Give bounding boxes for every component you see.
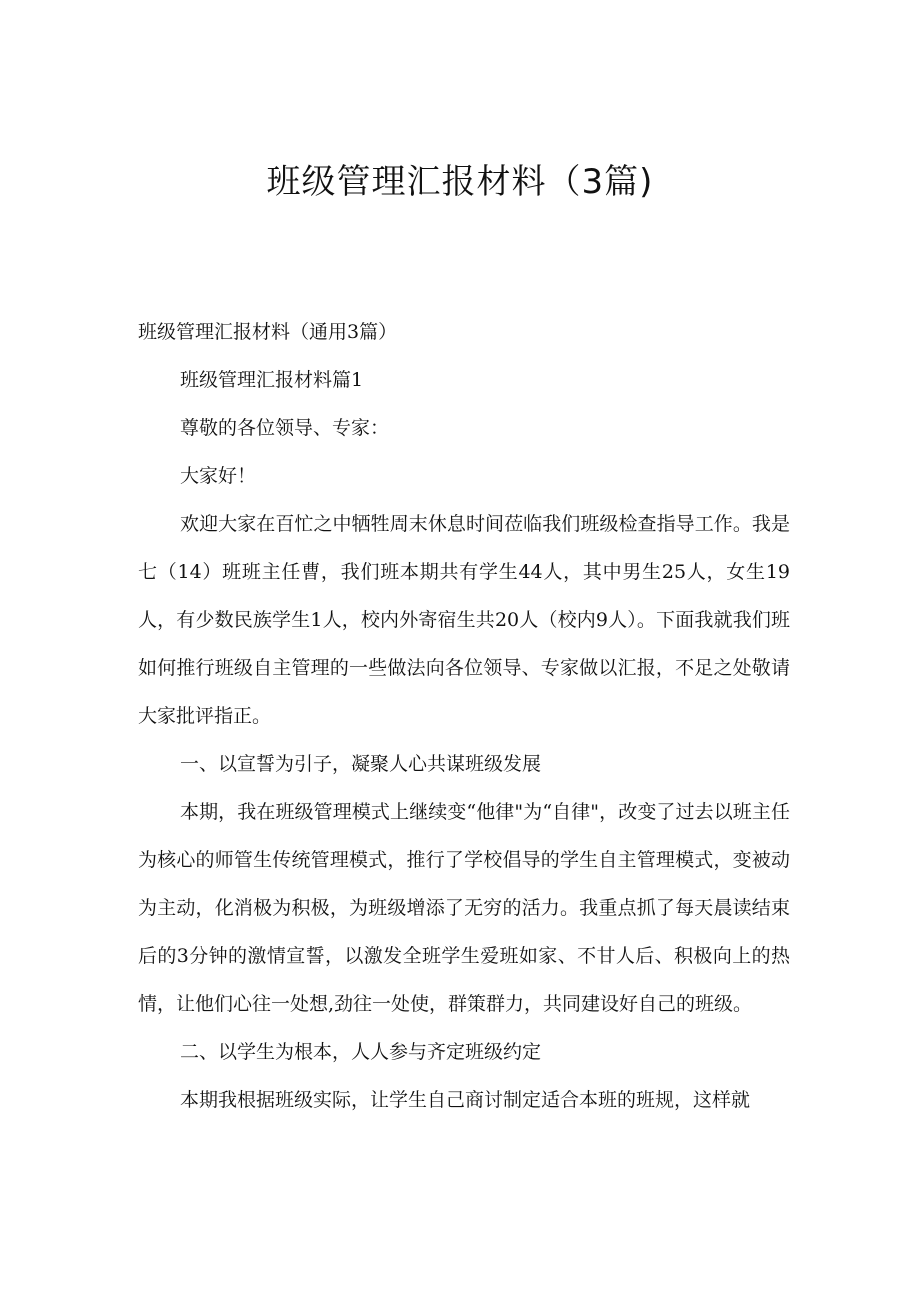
document-body bbox=[138, 308, 790, 1124]
heading-two: 二、以学生为根本，人人参与齐定班级约定 bbox=[180, 1041, 542, 1063]
paragraph-two: 本期我根据班级实际，让学生自己商讨制定适合本班的班规，这样就 bbox=[180, 1089, 751, 1111]
salutation: 尊敬的各位领导、专家： bbox=[180, 417, 390, 439]
document-title: 班级管理汇报材料（3篇) bbox=[266, 162, 654, 202]
paragraph-one: 本期，我在班级管理模式上继续变“他律"为“自律"，改变了过去以班主任为核心的师管生传统管理模式，推行了学校倡导的学生自主管理模式，变被动为主动，化消极为积极，为班级增添了无穷的活力。我重点抓了每天晨读结束后的3分钟的激情宣誓，以激发全班学生爱班如家、不甘人后、积极向上的热情，让他们心往一处想,劲往一处使，群策群力，共同建设好自己的班级。 bbox=[138, 801, 790, 1015]
document-subtitle: 班级管理汇报材料（通用3篇） bbox=[138, 321, 398, 343]
section-heading: 班级管理汇报材料篇1 bbox=[180, 369, 364, 391]
heading-one: 一、以宣誓为引子，凝聚人心共谋班级发展 bbox=[180, 753, 542, 775]
intro-paragraph: 欢迎大家在百忙之中牺牲周末休息时间莅临我们班级检查指导工作。我是七（14）班班主任曹，我们班本期共有学生44人，其中男生25人，女生19人，有少数民族学生1人，校内外寄宿生共20人（校内9人）。下面我就我们班如何推行班级自主管理的一些做法向各位领导、专家做以汇报，不足之处敬请大家批评指正。 bbox=[138, 513, 790, 727]
greeting: 大家好！ bbox=[180, 465, 257, 487]
